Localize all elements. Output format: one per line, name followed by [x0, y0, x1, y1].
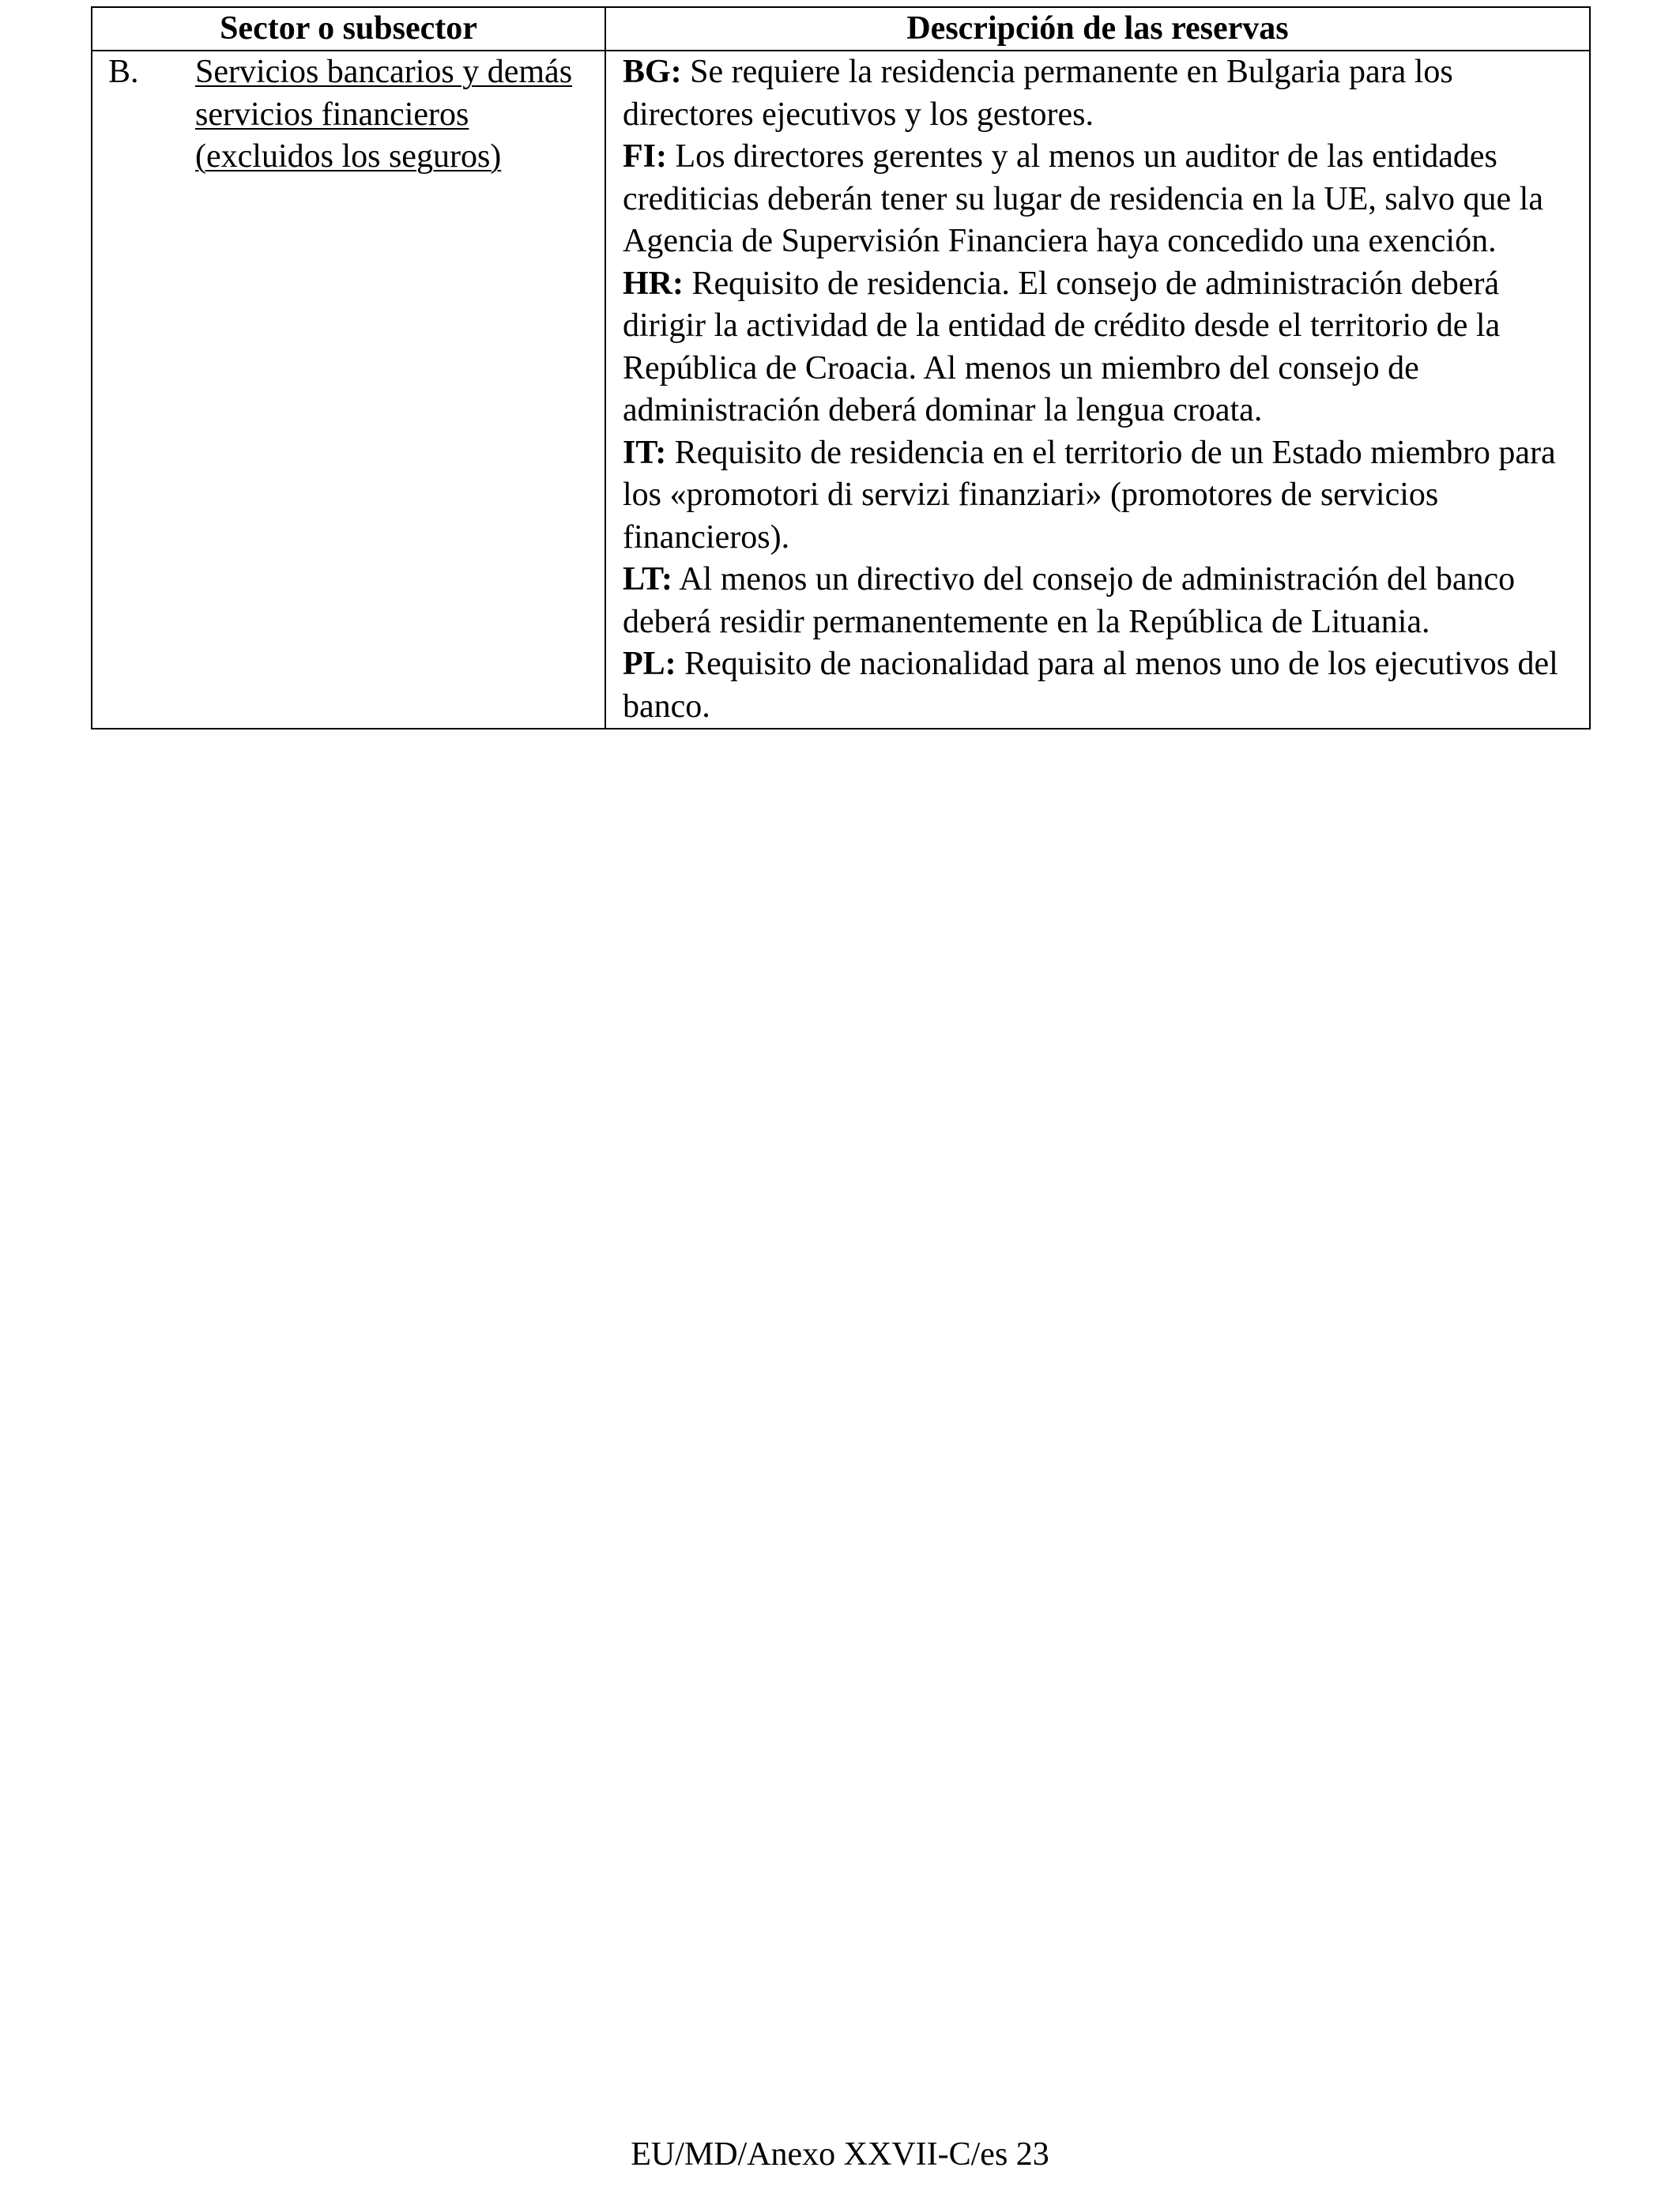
country-code: BG:: [623, 54, 682, 90]
reservation-text: Requisito de residencia. El consejo de administración deberá dirigir la actividad de la entidad de crédito desde el territorio de la República de Croacia. Al menos un miembro del consejo de administración deberá dominar la lengua croata.: [623, 265, 1501, 428]
reservation-text: Requisito de residencia en el territorio de un Estado miembro para los «promotori di servizi finanziari» (promotores de servicios financieros).: [623, 434, 1556, 556]
reservation-entry-it: [623, 432, 1573, 560]
sector-name: Servicios bancarios y demás servicios financieros (excluidos los seguros): [195, 54, 573, 175]
reservation-text: Se requiere la residencia permanente en Bulgaria para los directores ejecutivos y los gestores.: [623, 54, 1453, 133]
reservation-text: Al menos un directivo del consejo de administración del banco deberá residir permanentemente en la República de Lituania.: [623, 561, 1516, 640]
country-code: PL:: [623, 646, 676, 682]
reservation-text: Los directores gerentes y al menos un auditor de las entidades crediticias deberán tener su lugar de residencia en la UE, salvo que la Agencia de Supervisión Financiera haya concedido una exención.: [623, 138, 1543, 259]
country-code: HR:: [623, 265, 684, 302]
reservations-table: [91, 6, 1591, 729]
reservation-entry-hr: [623, 263, 1573, 432]
country-code: IT:: [623, 434, 667, 471]
country-code: LT:: [623, 561, 673, 598]
header-sector: Sector o subsector: [92, 7, 605, 51]
reservation-entry-fi: [623, 136, 1573, 263]
sector-cell: [92, 51, 605, 729]
reservation-entry-lt: [623, 559, 1573, 643]
description-cell: [605, 51, 1590, 729]
reservation-text: Requisito de nacionalidad para al menos uno de los ejecutivos del banco.: [623, 646, 1558, 725]
country-code: FI:: [623, 138, 667, 175]
sector-code: B.: [108, 54, 139, 90]
table-row: [92, 51, 1590, 729]
page-footer-reference: EU/MD/Anexo XXVII-C/es 23: [631, 2136, 1049, 2173]
reservation-entry-bg: [623, 51, 1573, 136]
reservation-entry-pl: [623, 643, 1573, 728]
table-header-row: [92, 7, 1590, 51]
header-description: Descripción de las reservas: [605, 7, 1590, 51]
